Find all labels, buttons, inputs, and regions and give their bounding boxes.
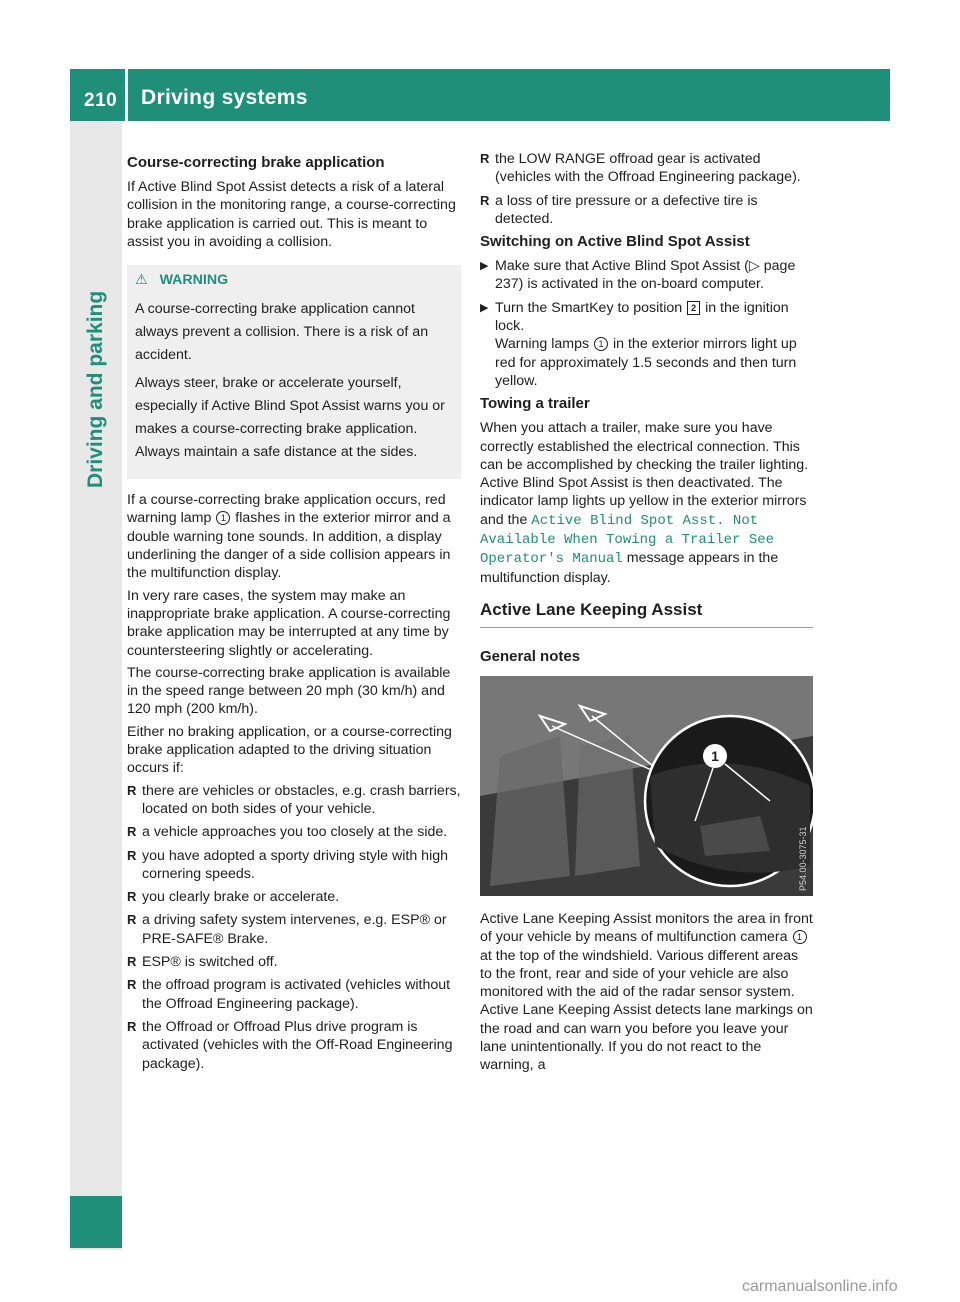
photo-callout-1: 1 bbox=[711, 747, 719, 764]
list-item bbox=[127, 847, 461, 884]
paragraph-speed-range: The course-correcting brake application is available in the speed range between 20 mph (30 km/h) and 120 mph (200 km/h). bbox=[127, 664, 451, 718]
text: in the ignition lock. bbox=[495, 299, 789, 335]
warning-paragraph-1: A course-correcting brake application cannot always prevent a collision. There is a risk of an accident. bbox=[135, 301, 429, 364]
camera-photo bbox=[480, 676, 813, 896]
heading-switching-on: Switching on Active Blind Spot Assist bbox=[480, 233, 750, 251]
paragraph-rare-cases: In very rare cases, the system may make an inappropriate brake application. A course-correcting brake application may be interrupted at any time by countersteering slightly or accelerating. bbox=[127, 587, 451, 659]
side-tab-label bbox=[84, 290, 108, 488]
text: at the top of the windshield. Various different areas to the front, rear and side of your vehicle are also monitored with the aid of the radar sensor system. Active Lane Keeping Assist detects lane markings on the road and can warn you before you leave your lane unintentionally. If you do not react to the warning, a bbox=[480, 947, 813, 1074]
list-item-text: the LOW RANGE offroad gear is activated (vehicles with the Offroad Engineering package). bbox=[495, 151, 801, 186]
warning-triangle-icon: ⚠ bbox=[135, 272, 148, 289]
paragraph-towing bbox=[480, 419, 813, 587]
list-item bbox=[127, 888, 461, 906]
warning-header bbox=[135, 272, 453, 288]
list-item-text: the Offroad or Offroad Plus drive program is activated (vehicles with the Off-Road Engineering package). bbox=[142, 1018, 453, 1072]
text: Make sure that Active Blind Spot Assist ( bbox=[495, 258, 749, 275]
text: flashes in the exterior mirror and a double warning tone sounds. In addition, a display underlining the danger of a side collision appears in the multifunction display. bbox=[127, 510, 451, 582]
camera-photo-illustration bbox=[480, 676, 813, 896]
bullet-icon: R bbox=[127, 847, 137, 863]
list-item-text: you clearly brake or accelerate. bbox=[142, 889, 340, 906]
chapter-title: Driving systems bbox=[141, 86, 308, 109]
side-tab-marker bbox=[70, 1196, 122, 1248]
text: Warning lamps bbox=[495, 336, 590, 353]
heading-course-correcting: Course-correcting brake application bbox=[127, 154, 385, 171]
bullet-icon: R bbox=[127, 912, 137, 928]
paragraph-brake-occurs bbox=[127, 491, 461, 582]
bullet-icon: R bbox=[127, 1018, 137, 1034]
callout-1-icon: 1 bbox=[793, 930, 807, 944]
bullet-icon: R bbox=[127, 954, 137, 970]
list-item-text: the offroad program is activated (vehicles without the Offroad Engineering package). bbox=[142, 977, 451, 1012]
bullet-icon: R bbox=[127, 977, 137, 993]
text: message appears in the multifunction display. bbox=[480, 550, 779, 586]
text: Turn the SmartKey to position bbox=[495, 299, 683, 316]
paragraph-either: Either no braking application, or a course-correcting brake application adapted to the driving situation occurs if: bbox=[127, 723, 452, 777]
list-item bbox=[127, 976, 461, 1013]
page-ref-arrow-icon: ▷ bbox=[748, 258, 764, 275]
bullet-icon: R bbox=[127, 889, 137, 905]
list-item bbox=[127, 782, 461, 819]
bullet-icon: R bbox=[480, 192, 490, 208]
warning-title: WARNING bbox=[159, 272, 229, 289]
display-message: Active Blind Spot Asst. Not Available When Towing a Trailer See Operator's Manual bbox=[480, 512, 775, 568]
list-item bbox=[127, 1018, 461, 1073]
bullet-icon: R bbox=[480, 151, 490, 166]
list-item-text: a loss of tire pressure or a defective tire is detected. bbox=[495, 192, 758, 227]
condition-list-continued bbox=[480, 150, 813, 228]
step-arrow-icon: ▶ bbox=[480, 260, 489, 273]
side-tab-label-text: Driving and parking bbox=[84, 290, 107, 488]
step-item bbox=[480, 257, 813, 294]
list-item bbox=[127, 953, 461, 971]
list-item bbox=[127, 823, 461, 841]
list-item-text: ESP® is switched off. bbox=[142, 954, 278, 971]
step-arrow-icon: ▶ bbox=[480, 301, 489, 314]
list-item bbox=[127, 911, 461, 948]
position-2-icon: 2 bbox=[687, 301, 700, 315]
warning-paragraph-2: Always steer, brake or accelerate yourself, especially if Active Blind Spot Assist warns you or makes a course-correcting brake application. Always maintain a safe distance at the sides. bbox=[135, 375, 445, 461]
page-number: 210 bbox=[84, 90, 118, 111]
photo-code: P54.00-3075-31 bbox=[798, 826, 808, 891]
right-column bbox=[480, 150, 813, 1079]
paragraph-lane-keeping bbox=[480, 910, 813, 1075]
steps-list bbox=[480, 257, 813, 390]
text: Active Lane Keeping Assist monitors the area in front of your vehicle by means of multifunction camera bbox=[480, 910, 813, 946]
list-item-text: there are vehicles or obstacles, e.g. crash barriers, located on both sides of your vehicle. bbox=[142, 782, 461, 817]
callout-1-icon: 1 bbox=[594, 337, 608, 351]
list-item-text: you have adopted a sporty driving style with high cornering speeds. bbox=[142, 847, 449, 882]
list-item-text: a vehicle approaches you too closely at the side. bbox=[142, 824, 448, 841]
heading-lane-keeping: Active Lane Keeping Assist bbox=[480, 599, 703, 619]
condition-list bbox=[127, 782, 461, 1073]
section-heading-rule bbox=[480, 599, 813, 628]
text: in the exterior mirrors light up red for approximately 1.5 seconds and then turn yellow. bbox=[495, 336, 797, 389]
list-item-text: a driving safety system intervenes, e.g. ESP® or PRE-SAFE® Brake. bbox=[142, 912, 447, 947]
callout-1-icon: 1 bbox=[216, 511, 230, 525]
list-item bbox=[480, 150, 813, 187]
text: When you attach a trailer, make sure you have correctly established the electrical connection. This can be accomplished by checking the trailer lighting. Active Blind Spot Assist is then deactivated. The indicator lamp lights up yellow in the exterior mirrors and the bbox=[480, 420, 809, 528]
header-divider bbox=[125, 69, 128, 121]
list-item bbox=[480, 192, 813, 229]
text: page 237) is activated in the on-board computer. bbox=[495, 258, 796, 293]
step-item bbox=[480, 299, 813, 390]
footer-site-logo[interactable]: carmanualsonline.info bbox=[742, 1278, 898, 1295]
heading-general-notes: General notes bbox=[480, 647, 581, 665]
warning-box bbox=[127, 265, 461, 479]
left-column bbox=[127, 150, 461, 1078]
heading-towing: Towing a trailer bbox=[480, 395, 590, 413]
paragraph-course-intro: If Active Blind Spot Assist detects a risk of a lateral collision in the monitoring range, a course-correcting brake application is carried out. This is meant to assist you in avoiding a collision. bbox=[127, 179, 456, 250]
bullet-icon: R bbox=[127, 782, 137, 798]
bullet-icon: R bbox=[127, 824, 137, 840]
text: If a course-correcting brake application occurs, red warning lamp bbox=[127, 492, 446, 527]
